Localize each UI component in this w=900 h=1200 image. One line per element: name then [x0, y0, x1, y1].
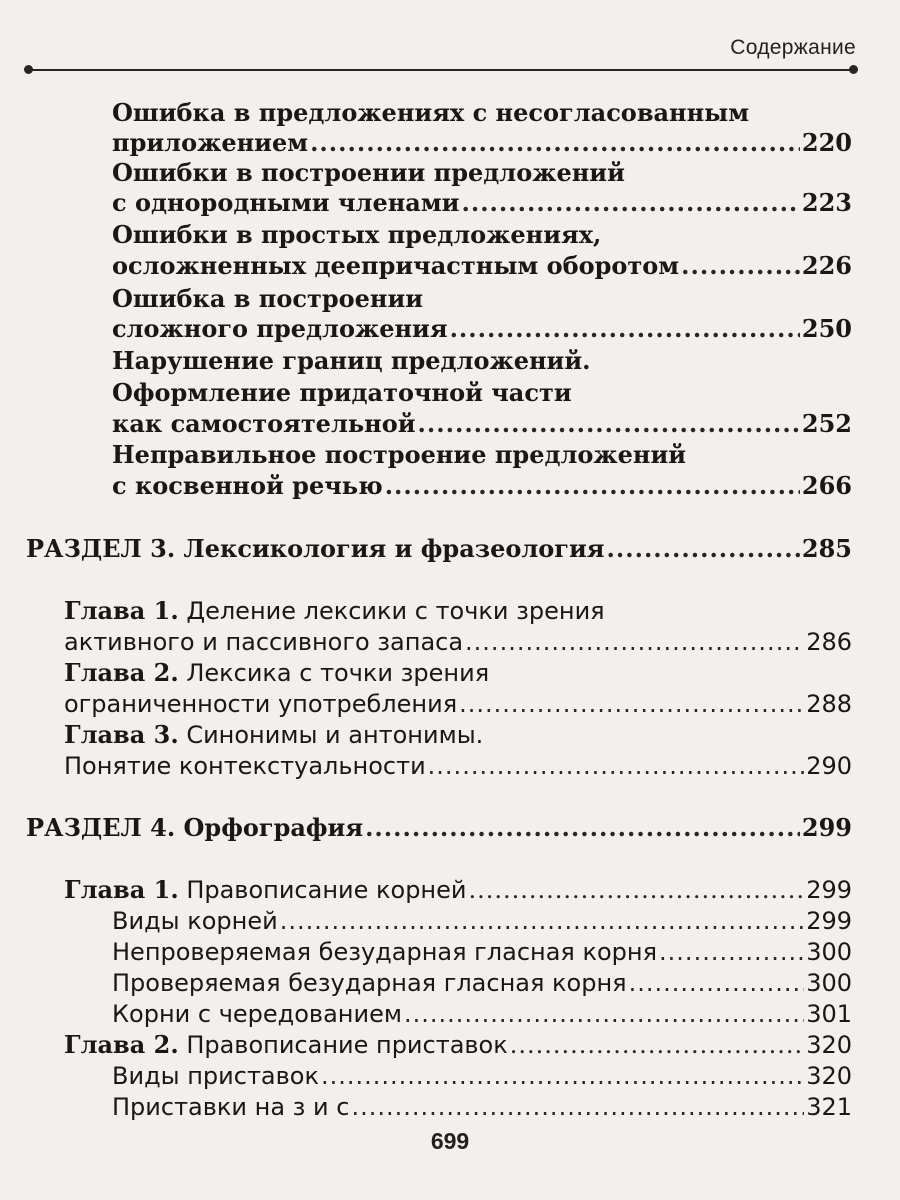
- dot-leader: [321, 1061, 804, 1091]
- toc-entry-text: Синонимы и антонимы.: [178, 721, 484, 749]
- toc-chapter: [64, 1030, 852, 1060]
- toc-entry: [112, 968, 852, 998]
- toc-page-number: 321: [806, 1093, 852, 1121]
- toc-entry: [64, 689, 852, 719]
- toc-entry-text: с косвенной речью: [112, 471, 383, 500]
- toc-entry: [112, 999, 852, 1029]
- toc-entry-text: Неправильное построение предложений: [112, 440, 687, 469]
- toc-entry-text: Ошибка в предложениях с несогласованным: [112, 98, 750, 127]
- toc-entry-text: Приставки на з и с: [112, 1093, 350, 1121]
- toc-page-number: 220: [801, 128, 852, 157]
- toc-entry: [112, 251, 852, 281]
- toc-entry-text: Понятие контекстуальности: [64, 752, 426, 780]
- dot-leader: [310, 128, 800, 158]
- toc-entry-text: Ошибки в построении предложений: [112, 158, 625, 187]
- toc-entry: [112, 158, 852, 188]
- toc-entry-text: как самостоятельной: [112, 409, 416, 438]
- toc-entry: [112, 906, 852, 936]
- dot-leader: [659, 937, 804, 967]
- dot-leader: [418, 409, 800, 439]
- toc-entry: [112, 220, 852, 250]
- toc-entry-text: Оформление придаточной части: [112, 378, 572, 407]
- toc-entry-text: активного и пассивного запаса: [64, 628, 464, 656]
- toc-entry-text: Корни с чередованием: [112, 1000, 402, 1028]
- header-rule-right-dot: [849, 65, 858, 74]
- dot-leader: [461, 188, 799, 218]
- toc-section-heading: [26, 813, 852, 843]
- dot-leader: [629, 968, 805, 998]
- toc-chapter: [64, 875, 852, 905]
- dot-leader: [450, 314, 800, 344]
- toc-entry: [112, 471, 852, 501]
- toc-page-number: 300: [806, 938, 852, 966]
- running-header-title: Содержание: [730, 36, 856, 59]
- toc-page-number: 223: [801, 188, 852, 217]
- toc-entry: [112, 98, 852, 128]
- dot-leader: [459, 689, 804, 719]
- page-number: 699: [430, 1128, 470, 1154]
- toc-page-number: 286: [806, 628, 852, 656]
- toc-entry: [64, 627, 852, 657]
- toc-entry-text: Виды корней: [112, 907, 278, 935]
- toc-entry-text: с однородными членами: [112, 188, 460, 217]
- dot-leader: [607, 534, 800, 564]
- toc-section-heading: [26, 534, 852, 564]
- toc-entry: [64, 751, 852, 781]
- dot-leader: [351, 1092, 804, 1122]
- toc-entry-text: осложненных деепричастным оборотом: [112, 251, 680, 280]
- toc-page-number: 288: [806, 690, 852, 718]
- dot-leader: [365, 813, 800, 843]
- toc-page-number: 290: [806, 752, 852, 780]
- toc-entry-text: Деление лексики с точки зрения: [178, 597, 605, 625]
- toc-entry-text: Виды приставок: [112, 1062, 319, 1090]
- toc-page-number: 301: [806, 1000, 852, 1028]
- chapter-label: Глава 3.: [64, 720, 179, 749]
- toc-entry-text: Правописание приставок: [178, 1031, 508, 1059]
- toc-entry-text: Нарушение границ предложений.: [112, 346, 591, 375]
- toc-page-number: 285: [801, 534, 852, 563]
- toc-entry-text: Лексика с точки зрения: [178, 659, 490, 687]
- toc-entry: [112, 937, 852, 967]
- toc-entry: [112, 128, 852, 158]
- dot-leader: [681, 251, 800, 281]
- toc-page-number: 226: [801, 251, 852, 280]
- toc-entry-text: Ошибки в простых предложениях,: [112, 220, 602, 249]
- chapter-label: Глава 2.: [64, 1030, 179, 1059]
- toc-page-number: 299: [806, 876, 852, 904]
- toc-page-number: 320: [806, 1062, 852, 1090]
- toc-entry-text: ограниченности употребления: [64, 690, 458, 718]
- toc-entry: [112, 346, 852, 376]
- toc-entry: [112, 378, 852, 408]
- dot-leader: [385, 471, 800, 501]
- toc-page-number: 300: [806, 969, 852, 997]
- toc-entry: [112, 440, 852, 470]
- toc-page-number: 299: [806, 907, 852, 935]
- toc-entry-text: Непроверяемая безударная гласная корня: [112, 938, 658, 966]
- dot-leader: [404, 999, 804, 1029]
- toc-page-number: 320: [806, 1031, 852, 1059]
- toc-entry: [112, 1092, 852, 1122]
- toc-entry-text: РАЗДЕЛ 3. Лексикология и фразеология: [26, 534, 605, 563]
- toc-entry: [112, 1061, 852, 1091]
- header-rule: [28, 69, 854, 71]
- dot-leader: [280, 906, 804, 936]
- toc-entry: [112, 284, 852, 314]
- toc-entry: [112, 409, 852, 439]
- toc-entry: [112, 314, 852, 344]
- toc-chapter: [64, 720, 852, 750]
- dot-leader: [428, 751, 805, 781]
- toc-page-number: 250: [801, 314, 852, 343]
- toc-page-number: 252: [801, 409, 852, 438]
- toc-page-number: 299: [801, 813, 852, 842]
- toc-entry-text: РАЗДЕЛ 4. Орфография: [26, 813, 364, 842]
- toc-chapter: [64, 596, 852, 626]
- toc-entry-text: Проверяемая безударная гласная корня: [112, 969, 627, 997]
- chapter-label: Глава 1.: [64, 875, 179, 904]
- toc-entry-text: Правописание корней: [178, 876, 467, 904]
- dot-leader: [465, 627, 804, 657]
- dot-leader: [468, 875, 804, 905]
- chapter-label: Глава 2.: [64, 658, 179, 687]
- chapter-label: Глава 1.: [64, 596, 179, 625]
- toc-entry-text: приложением: [112, 128, 309, 157]
- toc-entry: [112, 188, 852, 218]
- toc-chapter: [64, 658, 852, 688]
- toc-page-number: 266: [801, 471, 852, 500]
- toc-entry-text: Ошибка в построении: [112, 284, 424, 313]
- toc-entry-text: сложного предложения: [112, 314, 448, 343]
- dot-leader: [510, 1030, 804, 1060]
